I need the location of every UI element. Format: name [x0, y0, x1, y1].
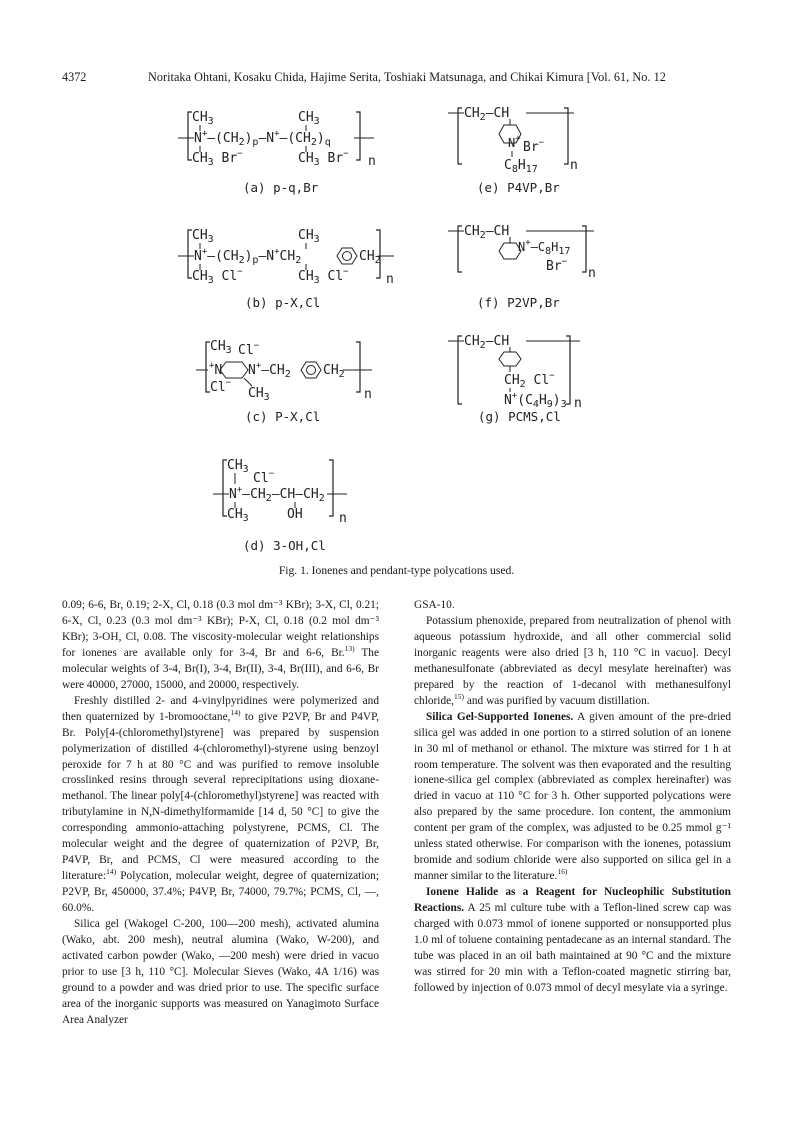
svg-text:CH3: $CH_3$: [227, 458, 249, 475]
svg-text:CH3: $CH_3$: [210, 339, 232, 356]
svg-text:n: n: [386, 272, 394, 284]
svg-text:C8H17: $C_8H_{17}$: [504, 158, 538, 174]
svg-text:n: n: [574, 396, 582, 410]
svg-text:n: n: [339, 511, 347, 524]
svg-text:Cl−: Cl−: [253, 469, 275, 486]
svg-text:N+—(CH2)p—N+CH2: $N^+—(CH_2)_p—N^+CH_2$: [194, 247, 302, 266]
svg-text:CH2: $CH_2$: [323, 363, 345, 380]
label-c: (c) P-X,Cl: [245, 409, 321, 424]
paragraph: Ionene Halide as a Reagent for Nucleophilic Substitution Reactions. A 25 ml culture tube with a Teflon-lined screw cap was charged with 0.073 mmol of ionene supported or nonsupported plus 1.0 ml of toluene containing pentadecane as an internal standard. The tube was placed in an oil bath maintained at 90 °C and the mixture was stirred for 20 min with a Teflon-coated magnetic stirring bar, followed by injection of 0.073 mmol of decyl mesylate via a syringe.: [414, 886, 731, 994]
paragraph: Potassium phenoxide, prepared from neutralization of phenol with aqueous potassium hydroxide, and all other commercial solid inorganic reagents were also dried [3 h, 110 °C in vacuo]. Decyl methanesulfonate (abbreviated as decyl mesylate hereinafter) was prepared by the reaction of 1-decanol with methanesulfonyl chloride,$^{15)}$ and was purified by vacuum distillation.: [414, 614, 731, 707]
svg-text:N+—(CH2)p—N+—(CH2)q: $N^+—(CH_2)_p—N^+—(CH_2)_q$: [194, 129, 331, 148]
structure-b: [178, 222, 398, 289]
svg-text:CH2—CH: $CH_2—CH$: [464, 334, 510, 351]
label-b: (b) p-X,Cl: [245, 295, 321, 310]
structure-g: [448, 326, 588, 415]
svg-text:CH2: $CH_2$: [359, 249, 381, 266]
svg-text:CH3 Br−: $CH_3$ Br−: [192, 149, 243, 166]
svg-text:CH3: $CH_3$: [298, 228, 320, 245]
left-column: [62, 598, 379, 1029]
structure-f: [448, 216, 598, 285]
svg-text:CH3 Br−: $CH_3$ Br−: [298, 149, 349, 166]
svg-text:CH3: $CH_3$: [192, 228, 214, 245]
paragraph: GSA-10.: [414, 599, 455, 611]
svg-text:n: n: [588, 266, 596, 280]
structure-d: [213, 454, 353, 529]
svg-text:Br−: Br−: [546, 257, 568, 274]
svg-text:CH2—CH: $CH_2—CH$: [464, 224, 510, 241]
structure-e: [448, 98, 578, 179]
svg-text:CH3 Cl−: $CH_3$ Cl−: [192, 267, 243, 284]
svg-text:CH3: $CH_3$: [298, 110, 320, 127]
label-g: (g) PCMS,Cl: [478, 409, 561, 424]
paragraph: 0.09; 6-6, Br, 0.19; 2-X, Cl, 0.18 (0.3 mol dm⁻³ KBr); 3-X, Cl, 0.21; 6-X, Cl, 0.23 (0.3 mol dm⁻³ KBr); P-X, Cl, 0.18 (0.2 mol dm⁻³ KBr); 3-OH, Cl, 0.08. The viscosity-molecular weight relationships for ionenes are available only for 3-4, Br and 6-6, Br.$^{13)}$ The molecular weights of 3-4, Br(I), 3-4, Br(II), 3-4, Br(III), and 6-6, Br were 40000, 27000, 15000, and 20000, respectively.: [62, 599, 379, 691]
svg-text:CH3: $CH_3$: [192, 110, 214, 127]
svg-text:N+—CH2—CH—CH2: $N^+—CH_2—CH—CH_2$: [229, 485, 325, 504]
right-column: [414, 598, 731, 997]
svg-text:n: n: [368, 154, 376, 166]
svg-text:N+—C8H17: $N^+—C_8H_{17}$: [518, 238, 571, 257]
svg-text:n: n: [570, 158, 578, 173]
section-heading: Ionene Halide as a Reagent for Nucleophilic Substitution Reactions.: [414, 886, 731, 915]
svg-text:CH2—CH: $CH_2—CH$: [464, 106, 510, 123]
svg-text:CH3: $CH_3$: [227, 507, 249, 524]
svg-text:Cl−: Cl−: [238, 341, 260, 358]
paragraph: Silica gel (Wakogel C-200, 100—200 mesh), activated alumina (Wako, abt. 200 mesh), neutral alumina (Wako, W-200), and activated carbon powder (Wako, —200 mesh) were dried in vacuo prior to use [3 h, 110 °C]. Molecular Sieves (Wako, 4A 1/16) was ground to a powder and was dried prior to use. The specific surface area of the inorganic supports was measured on Yanagimoto Surface Area Analyzer: [62, 918, 379, 1026]
label-f: (f) P2VP,Br: [477, 295, 560, 310]
svg-text:OH: OH: [287, 507, 303, 522]
running-head: Noritaka Ohtani, Kosaku Chida, Hajime Serita, Toshiaki Matsunaga, and Chikai Kimura [Vol. 61, No. 12: [148, 70, 666, 84]
svg-text:CH3: $CH_3$: [248, 386, 270, 400]
label-d: (d) 3-OH,Cl: [243, 538, 326, 553]
svg-text:Br−: Br−: [523, 138, 545, 155]
svg-text:N+—CH2: $N^+—CH_2$: [248, 361, 291, 380]
structure-a: [178, 104, 378, 171]
svg-text:n: n: [364, 387, 372, 400]
svg-text:CH3 Cl−: $CH_3$ Cl−: [298, 267, 349, 284]
svg-text:N+: N+: [508, 134, 521, 150]
structure-c: [196, 336, 376, 405]
svg-text:CH2 Cl−: $CH_2$ Cl−: [504, 371, 555, 390]
svg-text:N+(C4H9)3: $N^+(C_4H_9)_3$: [504, 391, 567, 410]
section-heading: Silica Gel-Supported Ionenes.: [426, 710, 574, 723]
paragraph: Freshly distilled 2- and 4-vinylpyridines were polymerized and then quaternized by 1-bromooctane,$^{14)}$ to give P2VP, Br and P4VP, Br. Poly[4-(chloromethyl)styrene] was prepared by suspension polymerization of distilled 4-(chloromethyl)-styrene using benzoyl peroxide for 7 h at 80 °C and was purified to remove insoluble crosslinked resins through several reprecipitations using dioxane-methanol. The linear poly[4-(chloromethyl)styrene] was reacted with tributylamine in N,N-dimethylformamide [14 d, 50 °C] to give the corresponding ammonio-attaching polystyrene, PCMS, Cl. The molecular weight and the degree of quaternization of P2VP, Br, P4VP, Br, and PCMS, Cl were measured according to the literature:$^{14)}$ Polycation, molecular weight, degree of quaternization; P2VP, Br, 450000, 37.4%; P4VP, Br, 74000, 79.7%; PCMS, Cl, —, 60.0%.: [62, 694, 380, 915]
svg-text:+N: +N: [209, 361, 223, 378]
figure-caption: Fig. 1. Ionenes and pendant-type polycations used.: [278, 564, 515, 577]
paragraph: Silica Gel-Supported Ionenes. A given amount of the pre-dried silica gel was added in one portion to a stirred solution of an ionene in 30 ml of methanol or ethanol. The mixture was stirred for 1 h at room temperature. The solvent was then evaporated and the resulting ionene-silica gel complex (abbreviated as complex hereinafter) was dried in vacuo at 110 °C for 3 h. Other supported polycations were also prepared by the same procedure. Ion content, the ammonium content per gram of the complex, was adjusted to be 0.25 mmol g⁻¹ unless stated otherwise. For comparison with the ionenes, potassium bromide and sodium chloride were also supported on silica gel in a manner similar to the literature.$^{16)}$: [414, 710, 731, 883]
svg-text:Cl−: Cl−: [210, 378, 232, 395]
label-a: (a) p-q,Br: [243, 180, 319, 195]
page-number: 4372: [62, 70, 87, 84]
label-e: (e) P4VP,Br: [477, 180, 560, 195]
